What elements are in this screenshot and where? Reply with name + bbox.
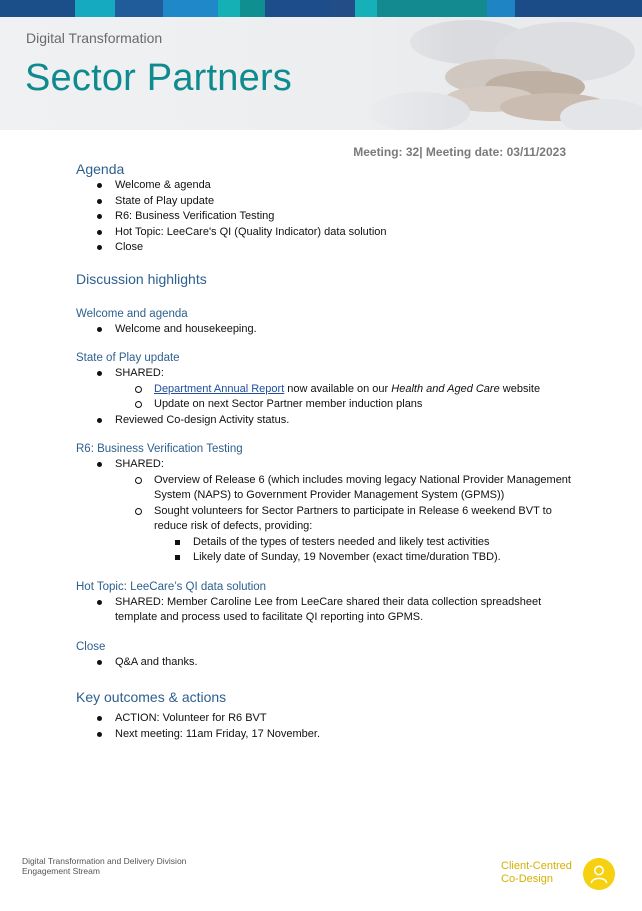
- close-heading: Close: [76, 640, 106, 653]
- footer-brand: Client-Centred Co-Design: [501, 860, 572, 885]
- list-item: Q&A and thanks.: [76, 655, 576, 671]
- list-item: Sought volunteers for Sector Partners to participate in Release 6 weekend BVT to reduce risk of defects, providing:: [76, 504, 576, 535]
- list-item: SHARED:: [76, 457, 576, 473]
- list-item: Welcome and housekeeping.: [76, 322, 576, 338]
- hot-topic-heading: Hot Topic: LeeCare’s QI data solution: [76, 580, 267, 593]
- list-item: State of Play update: [76, 194, 576, 210]
- agenda-list: [76, 178, 576, 256]
- list-item: Department Annual Report now available on our Health and Aged Care website: [76, 382, 576, 398]
- page-header: [0, 17, 642, 130]
- meeting-info: Meeting: 32| Meeting date: 03/11/2023: [353, 145, 566, 159]
- list-item: Next meeting: 11am Friday, 17 November.: [76, 727, 576, 743]
- discussion-heading: Discussion highlights: [76, 270, 207, 287]
- outcomes-list: [76, 711, 576, 742]
- list-item: ACTION: Volunteer for R6 BVT: [76, 711, 576, 727]
- list-item: Close: [76, 240, 576, 256]
- page-title: Sector Partners: [25, 57, 292, 99]
- list-item: Reviewed Co-design Activity status.: [76, 413, 576, 429]
- annual-report-link[interactable]: Department Annual Report: [154, 382, 285, 395]
- person-icon: [583, 858, 615, 890]
- r6-heading: R6: Business Verification Testing: [76, 443, 243, 455]
- list-item: Update on next Sector Partner member induction plans: [76, 397, 576, 413]
- list-item: SHARED: Member Caroline Lee from LeeCare shared their data collection spreadsheet template and process used to facilitate QI reporting into GPMS.: [76, 595, 576, 626]
- list-item: Likely date of Sunday, 19 November (exact time/duration TBD).: [76, 550, 576, 566]
- minutes-content: [76, 160, 576, 742]
- top-color-stripe: [0, 0, 642, 17]
- welcome-heading: Welcome and agenda: [76, 307, 188, 320]
- list-item: Hot Topic: LeeCare's QI (Quality Indicator) data solution: [76, 225, 576, 241]
- list-item: Details of the types of testers needed and likely test activities: [76, 535, 576, 551]
- list-item: R6: Business Verification Testing: [76, 209, 576, 225]
- footer-division: Digital Transformation and Delivery Division Engagement Stream: [22, 856, 187, 876]
- stacked-hands-image: [350, 17, 642, 130]
- list-item: Welcome & agenda: [76, 178, 576, 194]
- department-label: Digital Transformation: [26, 30, 163, 46]
- state-of-play-heading: State of Play update: [76, 352, 180, 364]
- outcomes-heading: Key outcomes & actions: [76, 689, 227, 705]
- list-item: Overview of Release 6 (which includes moving legacy National Provider Management System (NAPS) to Government Provider Management System (GPMS)): [76, 473, 576, 504]
- list-item: SHARED:: [76, 366, 576, 382]
- agenda-heading: Agenda: [76, 161, 125, 177]
